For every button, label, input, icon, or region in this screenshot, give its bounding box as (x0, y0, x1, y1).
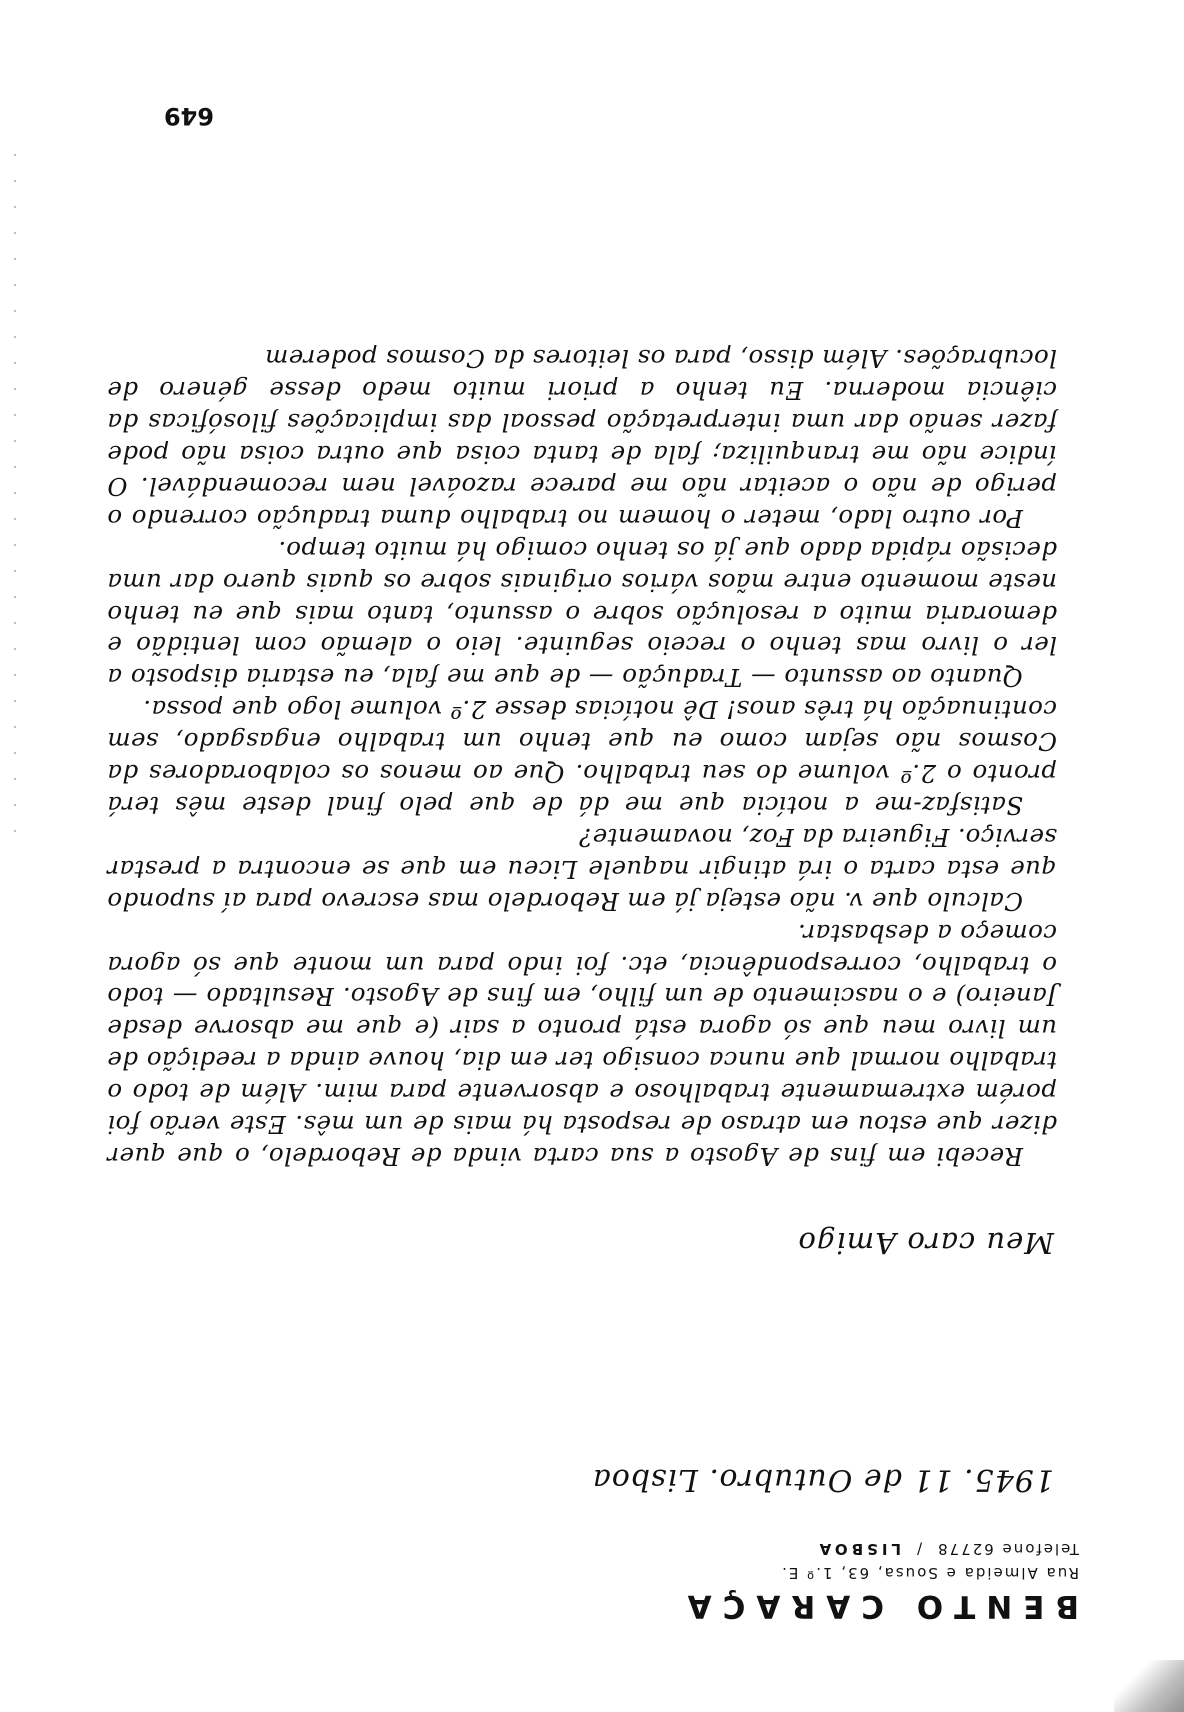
date-line: 1945. 11 de Outubro. Lisboa (591, 1462, 1054, 1497)
letterhead-name: BENTO CARAÇA (676, 1588, 1079, 1624)
letterhead (677, 1540, 1079, 1624)
corner-smudge (1114, 1660, 1184, 1712)
margin-specks (14, 132, 16, 832)
letterhead-city: LISBOA (815, 1540, 902, 1558)
page-number: 649 (163, 102, 214, 130)
paragraph-3: Satisfaz-me a notícia que me dá de que pelo final deste mês terá pronto o 2.º volume do seu trabalho. Que ao menos os colaboradores da Cosmos não sejam como eu que tenho um trabalho engasgado, sem continuação há três anos! Dê notícias desse 2.º volume logo que possa. (107, 695, 1057, 821)
paragraph-2: Calculo que v. não esteja já em Rebordelo mas escrevo para aí supondo que esta carta o irá atingir naquele Liceu em que se encontra a prestar serviço. Figueira da Foz, novamente? (107, 822, 1057, 916)
letter-body (107, 342, 1057, 1172)
letterhead-separator: / (915, 1540, 923, 1558)
letterhead-phone: Telefone 62778 (936, 1540, 1079, 1558)
letterhead-contact (677, 1540, 1079, 1558)
paragraph-5: Por outro lado, meter o homem no trabalho duma tradução correndo o perigo de não o aceitar não me parece razoável nem recomendável. O índice não me tranquiliza; fala de tanta coisa que outra coisa não pode fazer senão dar uma interpretação pessoal das implicações filosóficas da ciência moderna. Eu tenho a priori muito medo desse género de locubrações. Além disso, para os leitores da Cosmos poderem (107, 344, 1057, 533)
paragraph-4: Quanto ao assunto — Tradução — de que me fala, eu estaria disposto a ler o livro mas tenho o receio seguinte. leio o alemão com lentidão e demoraria muito a resolução sobre o assunto, tanto mais que eu tenho neste momento entre mãos vários originais sobre os quais quero dar uma decisão rápida dado que já os tenho comigo há muito tempo. (107, 535, 1057, 693)
letterhead-address: Rua Almeida e Sousa, 63, 1.º E. (780, 1564, 1079, 1582)
paragraph-1: Recebi em fins de Agosto a sua carta vinda de Rebordelo, o que quer dizer que estou em atraso de resposta há mais de um mês. Este verão foi porém extremamente trabalhoso e absorvente para mim. Além de todo o trabalho normal que nunca consigo ter em dia, houve ainda a reedição de um livro meu que só agora está pronto a sair (e que me absorve desde Janeiro) e o nascimento de um filho, em fins de Agosto. Resultado — todo o trabalho, correspondência, etc. foi indo para um monte que só agora começo a desbastar. (107, 918, 1057, 1171)
salutation: Meu caro Amigo (797, 1226, 1054, 1260)
